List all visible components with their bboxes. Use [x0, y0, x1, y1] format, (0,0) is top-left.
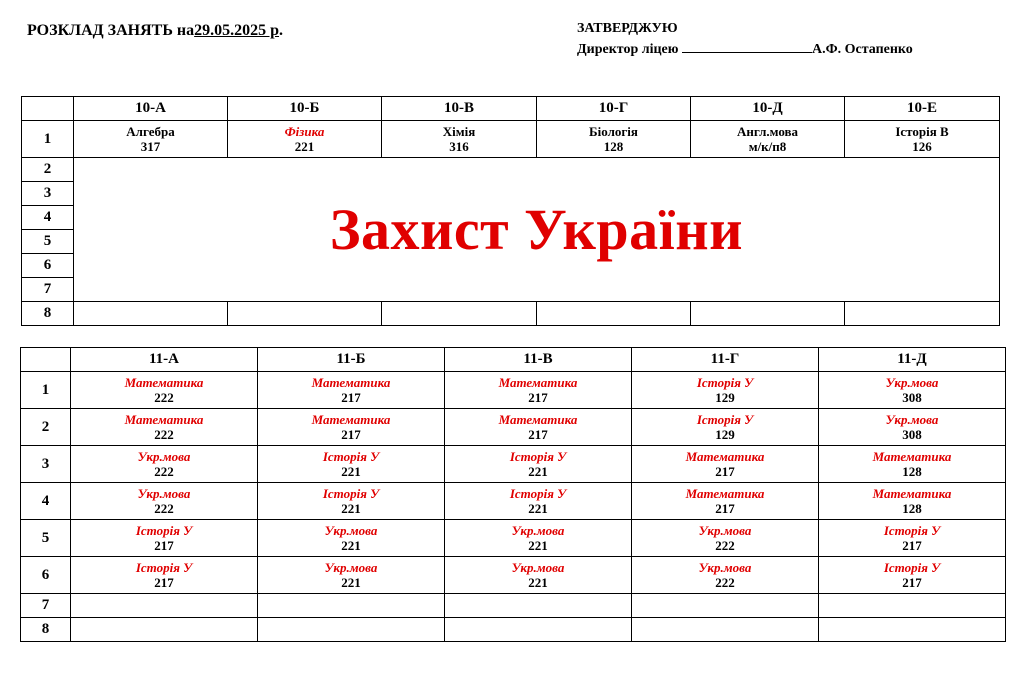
subject: Історія У — [135, 560, 193, 575]
class-header: 11-Б — [258, 348, 445, 372]
subject: Укр.мова — [511, 560, 565, 575]
subject: Історія В — [895, 124, 949, 139]
subject: Математика — [872, 486, 952, 501]
subject: Укр.мова — [885, 412, 939, 427]
lesson-cell — [228, 121, 382, 158]
period-number: 3 — [21, 446, 71, 483]
period-number: 6 — [22, 254, 74, 278]
subject: Укр.мова — [511, 523, 565, 538]
subject: Математика — [498, 412, 578, 427]
empty-cell — [537, 302, 691, 326]
room: 217 — [154, 575, 174, 590]
lesson-cell — [445, 409, 632, 446]
lesson-cell — [632, 557, 819, 594]
class-header: 11-Г — [632, 348, 819, 372]
empty-cell — [71, 594, 258, 618]
lesson-cell — [258, 409, 445, 446]
period-number: 6 — [21, 557, 71, 594]
period-number: 8 — [22, 302, 74, 326]
subject: Історія У — [696, 375, 754, 390]
grade11-header-row — [21, 348, 1006, 372]
class-header: 10-Б — [228, 97, 382, 121]
lesson-cell — [258, 483, 445, 520]
grade10-header-row — [22, 97, 1000, 121]
room: 217 — [154, 538, 174, 553]
lesson-cell — [71, 446, 258, 483]
lesson-cell — [71, 409, 258, 446]
room: 221 — [341, 501, 361, 516]
subject: Математика — [124, 412, 204, 427]
room: 128 — [902, 501, 922, 516]
period-number: 5 — [22, 230, 74, 254]
room: 222 — [154, 427, 174, 442]
room: 126 — [912, 139, 932, 154]
subject: Укр.мова — [137, 449, 191, 464]
lesson-cell — [445, 372, 632, 409]
lesson-cell — [819, 520, 1006, 557]
room: 221 — [341, 575, 361, 590]
empty-cell — [258, 594, 445, 618]
empty-cell — [819, 618, 1006, 642]
room: 217 — [528, 390, 548, 405]
room: 222 — [154, 390, 174, 405]
room: 221 — [294, 139, 315, 154]
lesson-cell — [537, 121, 691, 158]
period-number: 2 — [22, 158, 74, 182]
lesson-cell — [445, 557, 632, 594]
defense-banner: Захист України — [329, 197, 744, 262]
period-number: 5 — [21, 520, 71, 557]
subject: Історія У — [509, 486, 567, 501]
room: 129 — [715, 427, 735, 442]
lesson-cell — [258, 372, 445, 409]
table-row — [22, 121, 1000, 158]
lesson-cell — [258, 520, 445, 557]
room: 217 — [902, 538, 922, 553]
lesson-cell — [445, 520, 632, 557]
subject: Укр.мова — [698, 523, 752, 538]
lesson-cell — [632, 372, 819, 409]
lesson-cell — [691, 121, 845, 158]
empty-cell — [845, 302, 1000, 326]
grade11-body — [21, 372, 1006, 642]
lesson-cell — [382, 121, 537, 158]
table-row — [22, 302, 1000, 326]
period-number: 1 — [21, 372, 71, 409]
subject: Математика — [311, 375, 391, 390]
date-suffix: . — [279, 22, 284, 39]
subject: Історія У — [322, 449, 380, 464]
subject: Математика — [685, 449, 765, 464]
room: 217 — [715, 501, 735, 516]
room: 128 — [902, 464, 922, 479]
empty-cell — [228, 302, 382, 326]
class-header: 10-А — [74, 97, 228, 121]
table-row — [21, 446, 1006, 483]
lesson-cell — [258, 557, 445, 594]
room: 221 — [528, 538, 548, 553]
lesson-cell — [632, 409, 819, 446]
subject: Історія У — [322, 486, 380, 501]
period-number: 8 — [21, 618, 71, 642]
schedule-title — [27, 22, 283, 40]
signature-line — [682, 40, 812, 53]
room: 222 — [715, 575, 735, 590]
empty-cell — [445, 618, 632, 642]
empty-cell — [71, 618, 258, 642]
empty-cell — [445, 594, 632, 618]
table-row — [21, 594, 1006, 618]
subject: Історія У — [135, 523, 193, 538]
period-number: 2 — [21, 409, 71, 446]
period-number: 7 — [21, 594, 71, 618]
lesson-cell — [845, 121, 1000, 158]
room: 308 — [902, 427, 922, 442]
schedule-date: 29.05.2025 р — [194, 22, 280, 39]
room: 221 — [341, 538, 361, 553]
room: 217 — [341, 427, 361, 442]
table-row — [21, 409, 1006, 446]
subject: Алгебра — [126, 124, 175, 139]
period-number: 3 — [22, 182, 74, 206]
table-row — [21, 372, 1006, 409]
empty-cell — [632, 618, 819, 642]
lesson-cell — [819, 409, 1006, 446]
period-number: 4 — [21, 483, 71, 520]
room: 222 — [154, 501, 174, 516]
room: 129 — [715, 390, 735, 405]
room: 221 — [528, 464, 548, 479]
table-row — [21, 520, 1006, 557]
lesson-cell — [819, 446, 1006, 483]
lesson-cell — [445, 446, 632, 483]
grade10-schedule-table — [21, 96, 1000, 326]
subject: Математика — [124, 375, 204, 390]
banner-cell — [74, 158, 1000, 302]
lesson-cell — [819, 557, 1006, 594]
room: 128 — [603, 139, 624, 154]
subject: Історія У — [696, 412, 754, 427]
lesson-cell — [632, 520, 819, 557]
lesson-cell — [632, 446, 819, 483]
approve-name: А.Ф. Остапенко — [811, 42, 913, 57]
approval-block — [577, 18, 913, 60]
room: 217 — [528, 427, 548, 442]
subject: Математика — [685, 486, 765, 501]
class-header: 11-В — [445, 348, 632, 372]
room: 308 — [902, 390, 922, 405]
class-header: 10-Е — [845, 97, 1000, 121]
subject: Історія У — [883, 560, 941, 575]
class-header: 11-А — [71, 348, 258, 372]
table-row — [22, 158, 1000, 182]
approve-role: Директор ліцею — [577, 42, 679, 57]
subject: Фізика — [284, 124, 325, 139]
class-header: 10-Д — [691, 97, 845, 121]
room: 217 — [715, 464, 735, 479]
room: 222 — [154, 464, 174, 479]
subject: Укр.мова — [324, 523, 378, 538]
approve-title: ЗАТВЕРДЖУЮ — [577, 21, 678, 36]
approve-signature-line — [577, 39, 913, 60]
empty-cell — [382, 302, 537, 326]
table-row — [21, 618, 1006, 642]
lesson-cell — [258, 446, 445, 483]
empty-cell — [632, 594, 819, 618]
table-row — [21, 557, 1006, 594]
lesson-cell — [445, 483, 632, 520]
table-row — [21, 483, 1006, 520]
class-header: 10-Г — [537, 97, 691, 121]
room: 221 — [528, 575, 548, 590]
lesson-cell — [819, 372, 1006, 409]
room: 221 — [341, 464, 361, 479]
subject: Математика — [311, 412, 391, 427]
class-header: 11-Д — [819, 348, 1006, 372]
subject: Історія У — [509, 449, 567, 464]
lesson-cell — [71, 557, 258, 594]
subject: Біологія — [589, 124, 638, 139]
class-header: 10-В — [382, 97, 537, 121]
corner-cell — [22, 97, 74, 121]
lesson-cell — [71, 520, 258, 557]
period-number: 7 — [22, 278, 74, 302]
lesson-cell — [632, 483, 819, 520]
lesson-cell — [71, 483, 258, 520]
empty-cell — [819, 594, 1006, 618]
room: м/к/п8 — [748, 139, 787, 154]
subject: Укр.мова — [698, 560, 752, 575]
lesson-cell — [819, 483, 1006, 520]
title-prefix: РОЗКЛАД ЗАНЯТЬ на — [27, 22, 195, 39]
room: 217 — [902, 575, 922, 590]
subject: Математика — [498, 375, 578, 390]
room: 316 — [449, 139, 469, 154]
corner-cell — [21, 348, 71, 372]
period-number: 4 — [22, 206, 74, 230]
room: 222 — [715, 538, 735, 553]
empty-cell — [258, 618, 445, 642]
subject: Укр.мова — [324, 560, 378, 575]
subject: Англ.мова — [736, 124, 799, 139]
room: 317 — [140, 139, 161, 154]
room: 221 — [528, 501, 548, 516]
room: 217 — [341, 390, 361, 405]
period-number: 1 — [22, 121, 74, 158]
empty-cell — [74, 302, 228, 326]
lesson-cell — [74, 121, 228, 158]
subject: Хімія — [442, 124, 476, 139]
empty-cell — [691, 302, 845, 326]
subject: Укр.мова — [137, 486, 191, 501]
lesson-cell — [71, 372, 258, 409]
subject: Математика — [872, 449, 952, 464]
grade11-schedule-table — [20, 347, 1006, 642]
subject: Укр.мова — [885, 375, 939, 390]
subject: Історія У — [883, 523, 941, 538]
